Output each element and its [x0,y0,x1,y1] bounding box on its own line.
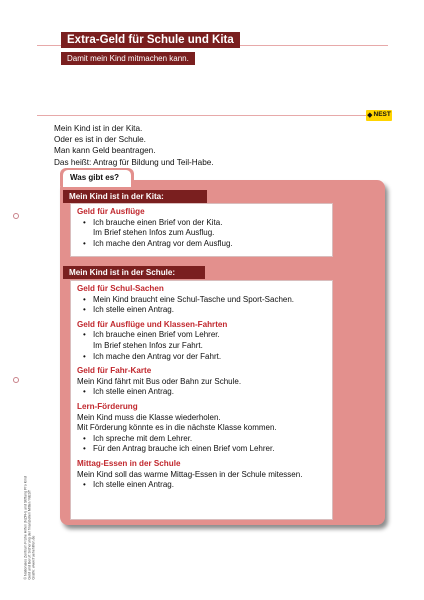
nest-logo-mark-icon: ◆ [367,112,373,119]
section-heading-kita: Mein Kind ist in der Kita: [63,190,207,203]
bullet-item: • Ich mache den Antrag vor der Fahrt. [77,352,326,363]
panel-kita [70,203,333,257]
item-title: Lern-Förderung [77,401,138,411]
intro-text [54,123,214,168]
item-title: Geld für Ausflüge und Klassen-Fahrten [77,319,228,329]
bullet-continuation: Im Brief stehen Infos zur Fahrt. [93,340,203,350]
panel-schule [70,280,333,520]
item-text: Mein Kind muss die Klasse wiederholen. [77,412,221,422]
bullet-item: • Mein Kind braucht eine Schul-Tasche und Sport-Sachen. [77,295,326,306]
nest-logo [366,110,392,121]
punch-hole-icon [13,213,19,219]
side-credits [23,395,36,580]
punch-hole-icon [13,377,19,383]
item-title: Geld für Schul-Sachen [77,284,164,293]
bullet-item: • Ich spreche mit dem Lehrer. [77,434,326,445]
nest-logo-text: NEST [373,111,391,119]
bullet-item: • Ich stelle einen Antrag. [77,387,326,398]
bullet-item: • Ich brauche einen Brief vom Lehrer. [77,330,326,341]
intro-line: Mein Kind ist in der Kita. [54,124,143,133]
bullet-item: • Ich mache den Antrag vor dem Ausflug. [77,239,326,250]
item-text: Mein Kind soll das warme Mittag-Essen in der Schule mitessen. [77,469,303,479]
page-title: Extra-Geld für Schule und Kita [61,32,240,48]
bullet-item: • Für den Antrag brauche ich einen Brief vom Lehrer. [77,444,326,455]
item-text: Mit Förderung könnte es in die nächste Klasse kommen. [77,423,277,433]
side-credit-line: © Nationales Zentrum Frühe Hilfen (NZFH) und Stiftung Pro Kind [23,476,28,580]
intro-line: Oder es ist in der Schule. [54,135,146,145]
bullet-continuation: Im Brief stehen Infos zum Ausflug. [93,228,215,238]
item-title: Geld für Fahr-Karte [77,366,152,376]
section-heading-schule: Mein Kind ist in der Schule: [63,266,205,279]
bullet-item: • Ich brauche einen Brief von der Kita. [77,218,326,229]
bullet-item: • Ich stelle einen Antrag. [77,480,326,491]
side-credit-line: Grafik: www.fruehehilfen.de [31,536,36,580]
item-text: Mein Kind fährt mit Bus oder Bahn zur Schule. [77,376,242,386]
bullet-item: • Ich stelle einen Antrag. [77,305,326,316]
intro-line: Das heißt: Antrag für Bildung und Teil-Habe. [54,157,214,167]
item-title: Geld für Ausflüge [77,207,145,216]
page-subtitle: Damit mein Kind mitmachen kann. [61,52,195,65]
intro-line: Man kann Geld beantragen. [54,146,156,156]
side-credit-line: Geld und Beruf: Sicherung der finanziellen Mittel / NEST [27,490,32,580]
info-box-label: Was gibt es? [70,173,120,182]
divider-rule [37,115,388,116]
item-title: Mittag-Essen in der Schule [77,458,181,468]
